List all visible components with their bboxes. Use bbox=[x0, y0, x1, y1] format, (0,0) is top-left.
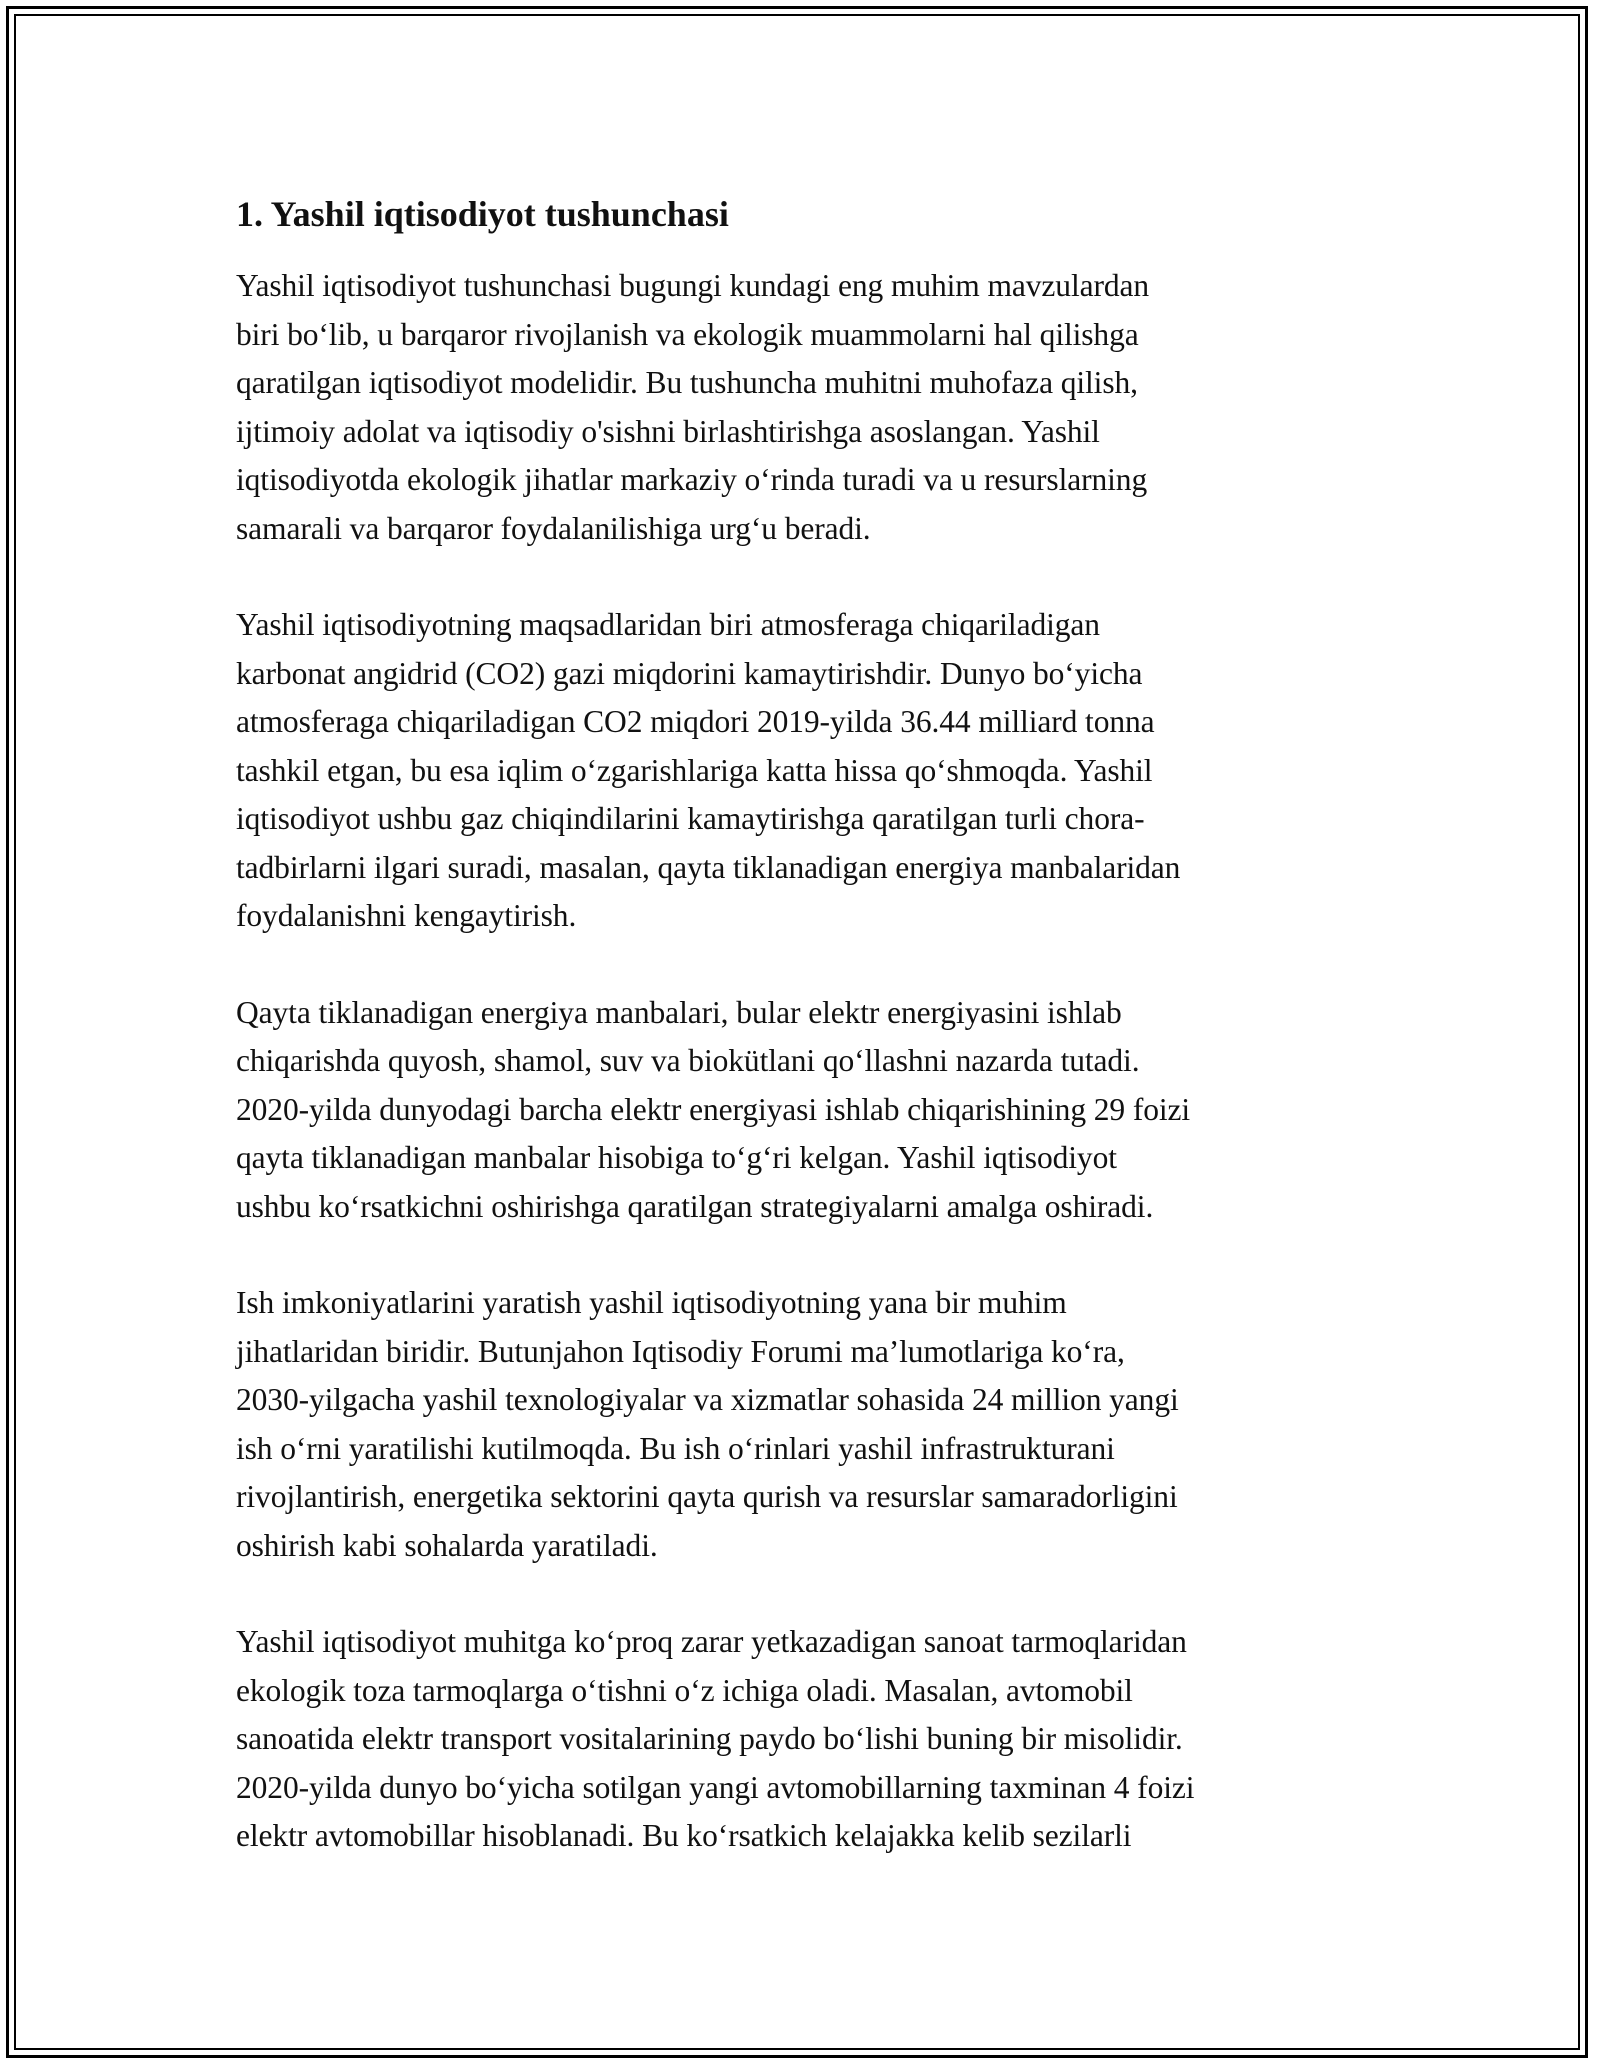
text-line: ijtimoiy adolat va iqtisodiy o'sishni birlashtirishga asoslangan. Yashil bbox=[236, 413, 1100, 449]
text-line: sanoatida elektr transport vositalarining paydo bo‘lishi buning bir misolidir. bbox=[236, 1721, 1183, 1756]
text-line: Ish imkoniyatlarini yaratish yashil iqtisodiyotning yana bir muhim bbox=[236, 1285, 1067, 1320]
text-line: Yashil iqtisodiyot muhitga ko‘proq zarar yetkazadigan sanoat tarmoqlaridan bbox=[236, 1624, 1187, 1659]
text-line: ekologik toza tarmoqlarga o‘tishni o‘z ichiga oladi. Masalan, avtomobil bbox=[236, 1672, 1133, 1708]
text-line: 2030-yilgacha yashil texnologiyalar va xizmatlar sohasida 24 million yangi bbox=[236, 1382, 1179, 1417]
paragraph bbox=[236, 262, 1366, 553]
text-line: atmosferaga chiqariladigan CO2 miqdori 2019-yilda 36.44 milliard tonna bbox=[236, 704, 1155, 739]
document-body bbox=[236, 188, 1366, 1909]
text-line: qaratilgan iqtisodiyot modelidir. Bu tushuncha muhitni muhofaza qilish, bbox=[236, 365, 1138, 400]
text-line: qayta tiklanadigan manbalar hisobiga to‘g‘ri kelgan. Yashil iqtisodiyot bbox=[236, 1140, 1117, 1175]
text-line: Yashil iqtisodiyot tushunchasi bugungi kundagi eng muhim mavzulardan bbox=[236, 268, 1150, 303]
text-line: iqtisodiyot ushbu gaz chiqindilarini kamaytirishga qaratilgan turli chora- bbox=[236, 801, 1145, 836]
text-line: karbonat angidrid (CO2) gazi miqdorini kamaytirishdir. Dunyo bo‘yicha bbox=[236, 655, 1143, 691]
text-line: iqtisodiyotda ekologik jihatlar markaziy o‘rinda turadi va u resurslarning bbox=[236, 462, 1148, 497]
paragraph bbox=[236, 601, 1366, 941]
text-line: chiqarishda quyosh, shamol, suv va biokütlani qo‘llashni nazarda tutadi. bbox=[236, 1043, 1140, 1078]
text-line: samarali va barqaror foydalanilishiga urg‘u beradi. bbox=[236, 510, 871, 546]
text-line: elektr avtomobillar hisoblanadi. Bu ko‘rsatkich kelajakka kelib sezilarli bbox=[236, 1818, 1132, 1853]
text-line: oshirish kabi sohalarda yaratiladi. bbox=[236, 1527, 658, 1563]
paragraph bbox=[236, 1279, 1366, 1570]
text-line: Qayta tiklanadigan energiya manbalari, bular elektr energiyasini ishlab bbox=[236, 994, 1122, 1030]
text-line: 2020-yilda dunyo bo‘yicha sotilgan yangi avtomobillarning taxminan 4 foizi bbox=[236, 1769, 1195, 1805]
paragraph bbox=[236, 1618, 1366, 1861]
text-line: foydalanishni kengaytirish. bbox=[236, 898, 577, 933]
text-line: rivojlantirish, energetika sektorini qayta qurish va resurslar samaradorligini bbox=[236, 1479, 1178, 1514]
text-line: biri bo‘lib, u barqaror rivojlanish va ekologik muammolarni hal qilishga bbox=[236, 316, 1139, 352]
text-line: 2020-yilda dunyodagi barcha elektr energiyasi ishlab chiqarishining 29 foizi bbox=[236, 1091, 1191, 1127]
text-line: jihatlaridan biridir. Butunjahon Iqtisodiy Forumi ma’lumotlariga ko‘ra, bbox=[236, 1333, 1125, 1369]
text-line: tashkil etgan, bu esa iqlim o‘zgarishlariga katta hissa qo‘shmoqda. Yashil bbox=[236, 752, 1153, 788]
text-line: ish o‘rni yaratilishi kutilmoqda. Bu ish o‘rinlari yashil infrastrukturani bbox=[236, 1430, 1115, 1466]
section-heading: 1. Yashil iqtisodiyot tushunchasi bbox=[236, 194, 729, 234]
text-line: ushbu ko‘rsatkichni oshirishga qaratilgan strategiyalarni amalga oshiradi. bbox=[236, 1188, 1154, 1224]
text-line: Yashil iqtisodiyotning maqsadlaridan biri atmosferaga chiqariladigan bbox=[236, 607, 1100, 642]
paragraph bbox=[236, 989, 1366, 1232]
text-line: tadbirlarni ilgari suradi, masalan, qayta tiklanadigan energiya manbalaridan bbox=[236, 849, 1181, 885]
